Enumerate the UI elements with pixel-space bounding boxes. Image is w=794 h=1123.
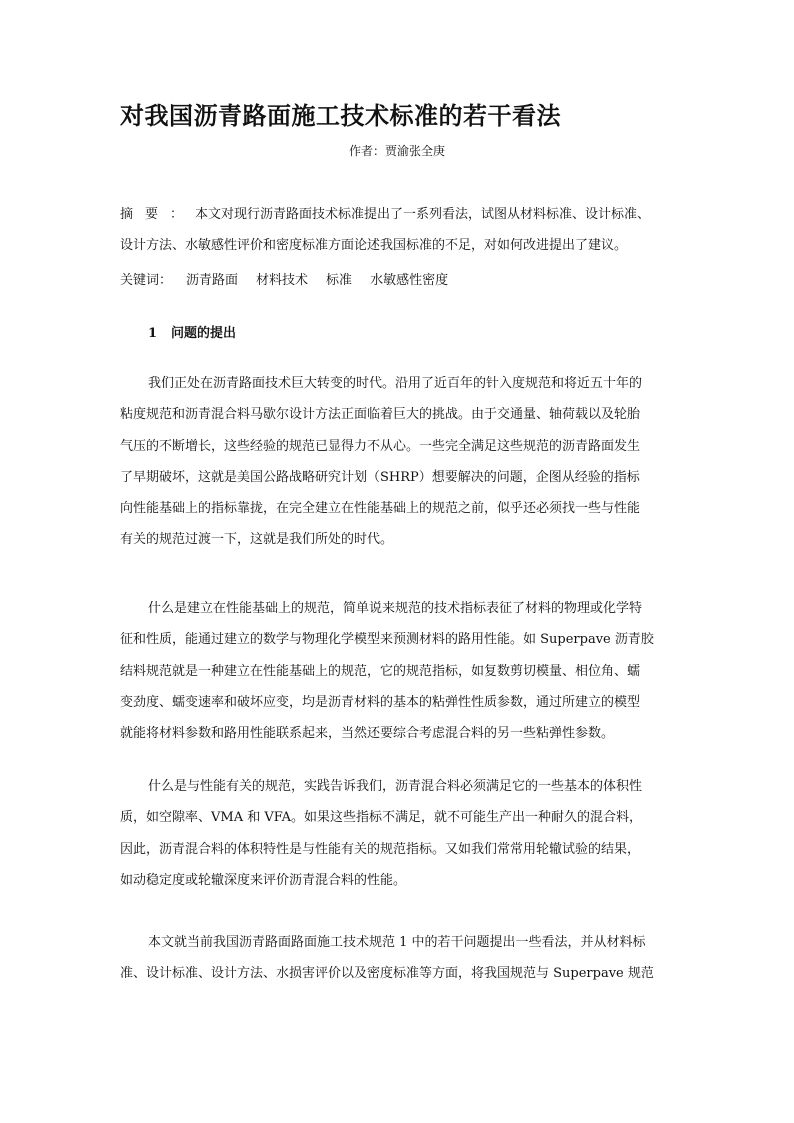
paragraph-line: 向性能基础上的指标靠拢，在完全建立在性能基础上的规范之前，似乎还必须找一些与性能: [120, 501, 641, 517]
paragraph-4: [120, 927, 676, 990]
paragraph-2: [120, 593, 676, 749]
paragraph-line: 质，如空隙率、VMA 和 VFA。如果这些指标不满足，就不可能生产出一种耐久的混合料，: [120, 810, 643, 826]
abstract: [120, 199, 676, 262]
document-title: 对我国沥青路面施工技术标准的若干看法: [120, 101, 561, 130]
keyword-item: 标准: [326, 273, 353, 288]
paragraph-line: 了早期破坏，这就是美国公路战略研究计划（SHRP）想要解决的问题，企图从经验的指标: [120, 469, 640, 485]
keywords-label: 关键词：: [120, 273, 173, 288]
paragraph-line: 变劲度、蠕变速率和破坏应变，均是沥青材料的基本的粘弹性性质参数，通过所建立的模型: [120, 694, 641, 710]
paragraph-line: 结料规范就是一种建立在性能基础上的规范，它的规范指标，如复数剪切模量、相位角、蠕: [120, 663, 641, 679]
keyword-item: 材料技术: [256, 273, 309, 288]
section-number: 1: [148, 326, 158, 341]
keywords: [120, 265, 676, 296]
paragraph-line: 本文就当前我国沥青路面路面施工技术规范 1 中的若干问题提出一些看法，并从材料标: [148, 935, 646, 950]
section-title: 问题的提出: [171, 326, 237, 341]
keyword-item: 水敏感性密度: [370, 273, 449, 288]
paragraph-line: 我们正处在沥青路面技术巨大转变的时代。沿用了近百年的针入度规范和将近五十年的: [148, 376, 643, 391]
paragraph-line: 因此，沥青混合料的体积特性是与性能有关的规范指标。又如我们常常用轮辙试验的结果，: [120, 841, 641, 857]
paragraph-1: [120, 368, 676, 556]
paragraph-line: 征和性质，能通过建立的数学与物理化学模型来预测材料的路用性能。如 Superpave 沥青胶: [120, 632, 654, 648]
paragraph-line: 气压的不断增长，这些经验的规范已显得力不从心。一些完全满足这些规范的沥青路面发生: [120, 438, 641, 454]
abstract-text: 本文对现行沥青路面技术标准提出了一系列看法，试图从材料标准、设计标准、: [195, 207, 651, 222]
paragraph-line: 粘度规范和沥青混合料马歇尔设计方法正面临着巨大的挑战。由于交通量、轴荷载以及轮胎: [120, 407, 641, 423]
abstract-label: 摘要：: [120, 207, 196, 222]
paragraph-line: 什么是与性能有关的规范，实践告诉我们，沥青混合料必须满足它的一些基本的体积性: [148, 779, 643, 794]
paragraph-line: 什么是建立在性能基础上的规范，简单说来规范的技术指标表征了材料的物理或化学特: [148, 601, 643, 616]
abstract-line-1: [120, 199, 676, 230]
paragraph-line: 就能将材料参数和路用性能联系起来，当然还要综合考虑混合料的另一些粘弹性参数。: [120, 726, 615, 742]
author-line: 作者：贾渝张全庚: [348, 144, 445, 158]
paragraph-3: [120, 771, 676, 896]
paragraph-line: 有关的规范过渡一下，这就是我们所处的时代。: [120, 532, 394, 548]
paragraph-line: 准、设计标准、设计方法、水损害评价以及密度标准等方面，将我国规范与 Superpave 规范: [120, 966, 654, 982]
abstract-line-2: 设计方法、水敏感性评价和密度标准方面论述我国标准的不足，对如何改进提出了建议。: [120, 238, 628, 254]
paragraph-line: 如动稳定度或轮辙深度来评价沥青混合料的性能。: [120, 872, 407, 888]
section-heading: [148, 318, 236, 349]
keywords-line: [120, 265, 676, 296]
keyword-item: 沥青路面: [186, 273, 239, 288]
